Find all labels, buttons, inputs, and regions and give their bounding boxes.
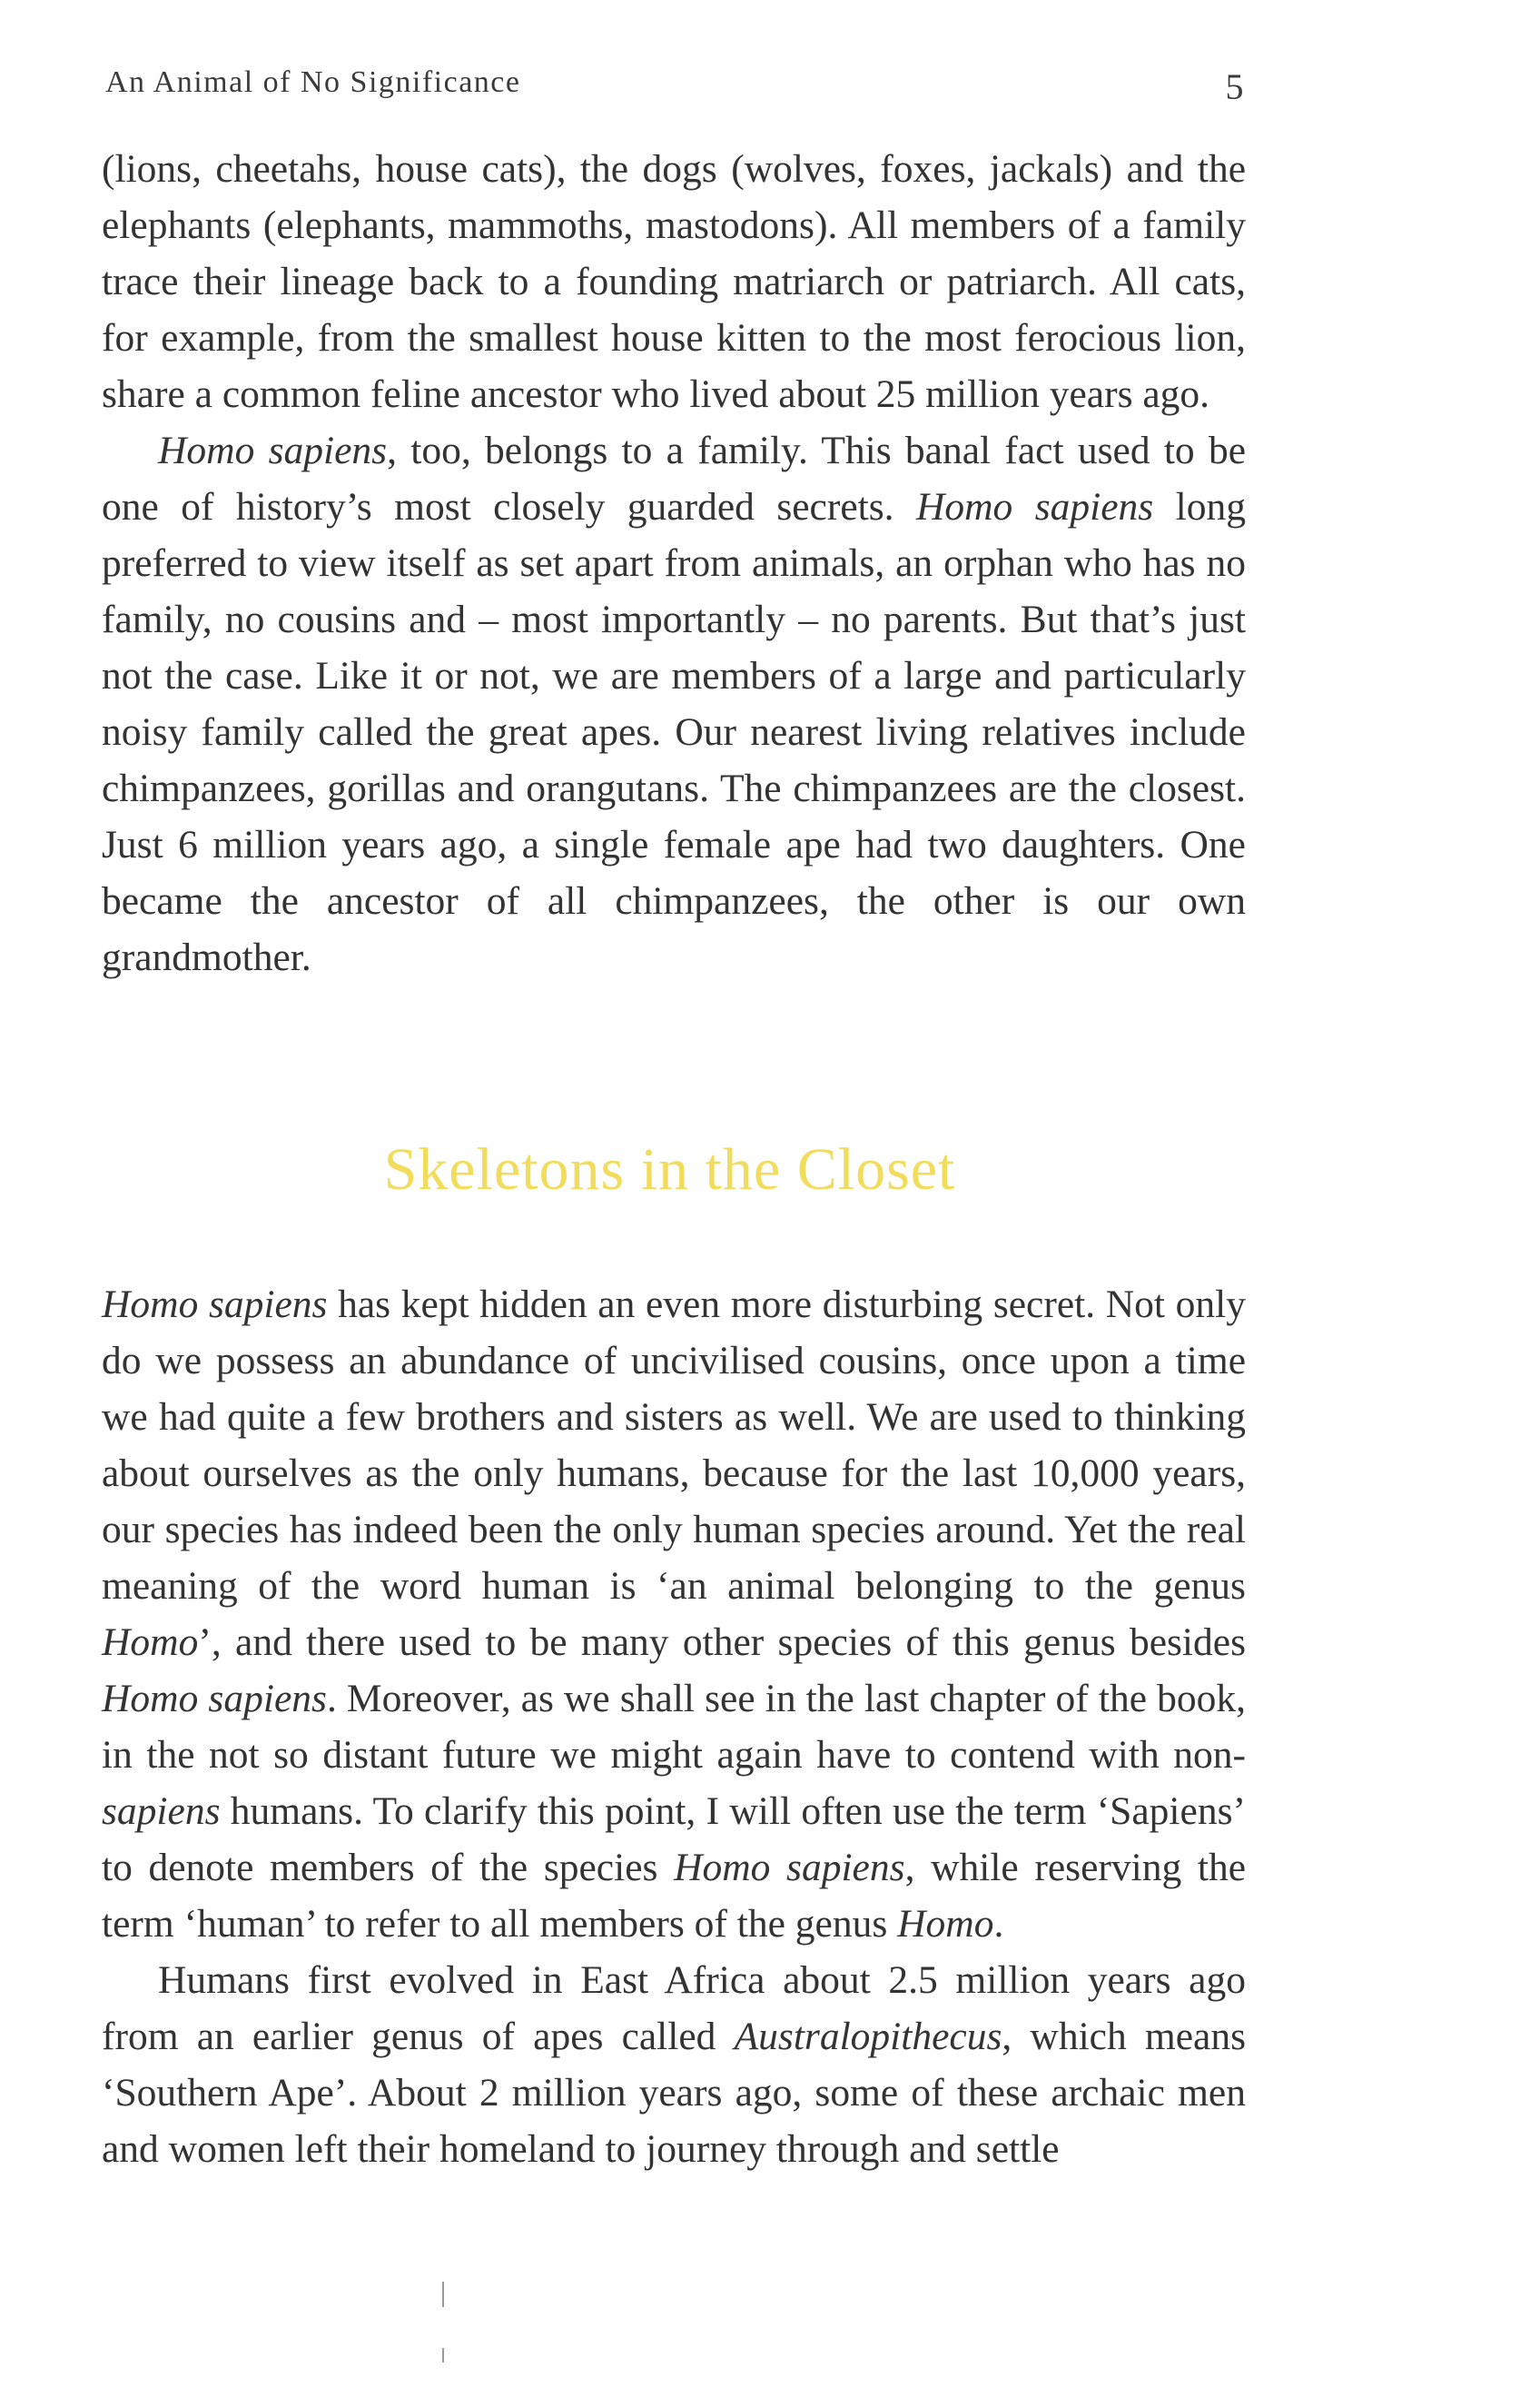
paragraph-text: . xyxy=(993,1902,1004,1946)
species-term: Homo sapiens xyxy=(915,485,1154,529)
page-number: 5 xyxy=(1225,66,1245,107)
genus-term: Homo xyxy=(897,1902,994,1946)
paragraph-text: long preferred to view itself as set apart from animals, an orphan who has no family, no cousins and – most importantly – no parents. But that’s just not the case. Like it or not, we are members of a large and particularly noisy family called the great apes. Our nearest living relatives include chimpanzees, gorillas and orangutans. The chimpanzees are the closest. Just 6 million years ago, a single female ape had two daughters. One became the ancestor of all chimpanzees, the other is our own grandmother. xyxy=(102,485,1246,979)
paragraph-text: humans. To clarify this point, I will often use the term ‘Sapiens’ to denote members of the species xyxy=(102,1789,1246,1889)
paragraph-east-africa xyxy=(102,1952,1246,2177)
paragraph-text: Humans first evolved in East Africa about 2.5 million years ago from an earlier genus of apes called xyxy=(102,1958,1246,2058)
body-text-upper xyxy=(102,141,1246,986)
section-heading: Skeletons in the Closet xyxy=(383,1136,956,1203)
species-term: Homo sapiens xyxy=(102,1283,328,1326)
species-term: Homo sapiens xyxy=(158,429,388,472)
sapiens-term: sapiens xyxy=(102,1789,221,1833)
paragraph-text: , while reserving the term ‘human’ to refer to all members of the genus xyxy=(102,1846,1246,1946)
species-term: Homo sapiens xyxy=(102,1677,327,1720)
paragraph-families xyxy=(102,141,1246,422)
genus-term: Homo xyxy=(102,1620,199,1664)
genus-term: Australopithecus xyxy=(734,2015,1002,2058)
paragraph-text: , too, belongs to a family. This banal fact used to be one of history’s most closely guarded secrets. xyxy=(102,429,1246,529)
paragraph-text: . Moreover, as we shall see in the last chapter of the book, in the not so distant future we might again have to contend with non- xyxy=(102,1677,1246,1777)
paragraph-secret xyxy=(102,1276,1246,1952)
scan-mark xyxy=(442,2348,444,2362)
species-term: Homo sapiens xyxy=(674,1846,905,1889)
running-title: An Animal of No Significance xyxy=(105,65,521,99)
paragraph-text: (lions, cheetahs, house cats), the dogs (wolves, foxes, jackals) and the elephants (elephants, mammoths, mastodons). All members of a family trace their lineage back to a founding matriarch or patriarch. All cats, for example, from the smallest house kitten to the most ferocious lion, share a common feline ancestor who lived about 25 million years ago. xyxy=(102,147,1246,416)
body-text-lower xyxy=(102,1276,1246,2177)
paragraph-great-apes xyxy=(102,422,1246,986)
running-head xyxy=(105,65,1245,107)
scan-mark xyxy=(442,2282,444,2307)
paragraph-text: has kept hidden an even more disturbing secret. Not only do we possess an abundance of uncivilised cousins, once upon a time we had quite a few brothers and sisters as well. We are used to thinking about ourselves as the only humans, because for the last 10,000 years, our species has indeed been the only human species around. Yet the real meaning of the word human is ‘an animal belonging to the genus xyxy=(102,1283,1246,1608)
paragraph-text: , which means ‘Southern Ape’. About 2 million years ago, some of these archaic men and women left their homeland to journey through and settle xyxy=(102,2015,1246,2171)
paragraph-text: ’, and there used to be many other species of this genus besides xyxy=(198,1620,1246,1664)
